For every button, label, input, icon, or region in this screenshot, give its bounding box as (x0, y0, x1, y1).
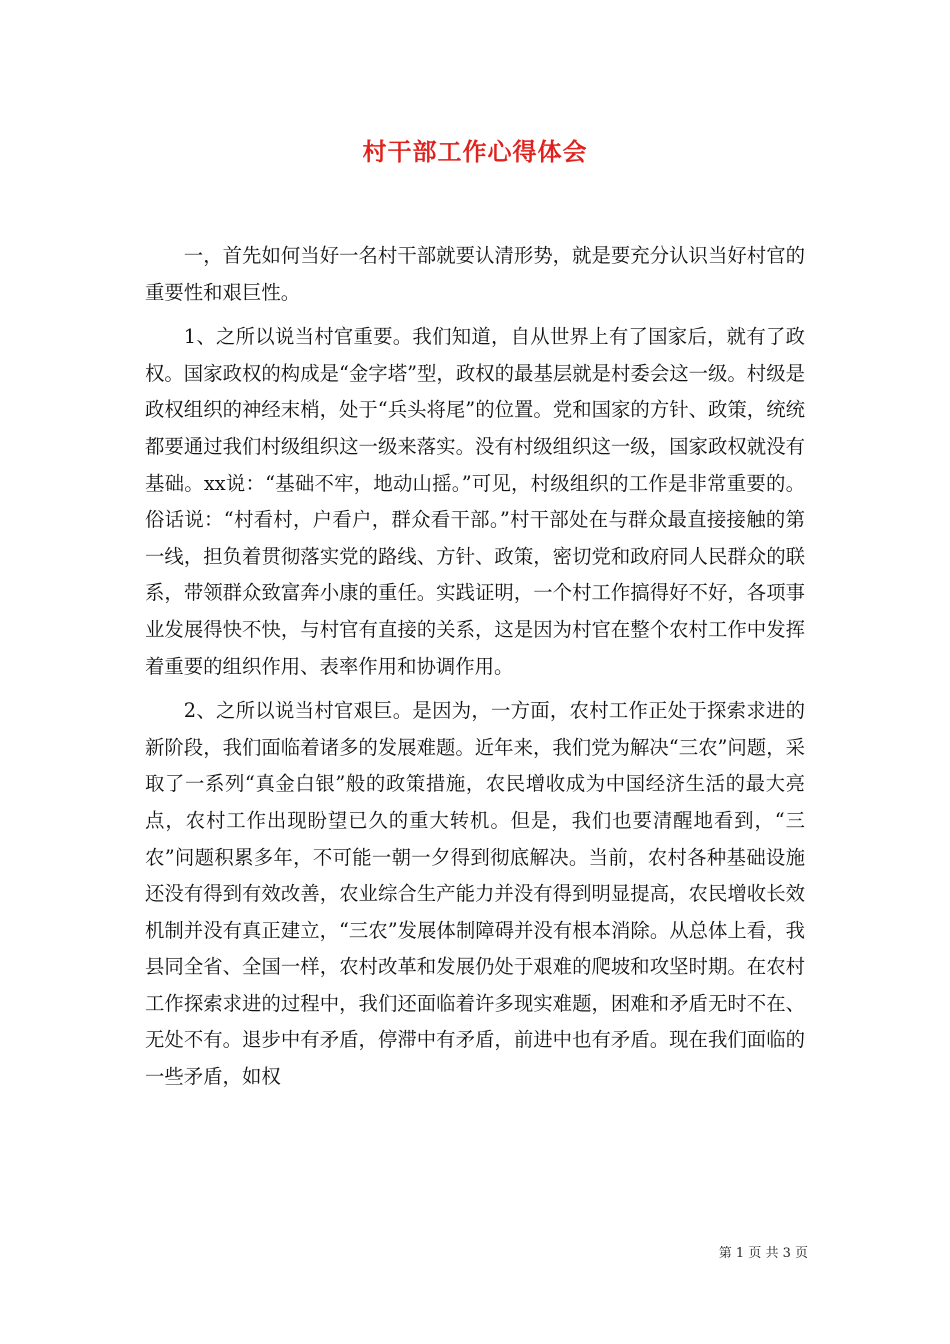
document-body (145, 238, 805, 1104)
document-title: 村干部工作心得体会 (362, 137, 588, 166)
paragraph-intro: 一，首先如何当好一名村干部就要认清形势，就是要充分认识当好村官的重要性和艰巨性。 (145, 244, 805, 304)
paragraph-difficulty: 2、之所以说当村官艰巨。是因为，一方面，农村工作正处于探索求进的新阶段，我们面临着诸多的发展难题。近年来，我们党为解决“三农”问题，采取了一系列“真金白银”般的政策措施，农民增收成为中国经济生活的最大亮点，农村工作出现盼望已久的重大转机。但是，我们也要清醒地看到，“三农”问题积累多年，不可能一朝一夕得到彻底解决。当前，农村各种基础设施还没有得到有效改善，农业综合生产能力并没有得到明显提高，农民增收长效机制并没有真正建立，“三农”发展体制障碍并没有根本消除。从总体上看，我县同全省、全国一样，农村改革和发展仍处于艰难的爬坡和攻坚时期。在农村工作探索求进的过程中，我们还面临着许多现实难题，困难和矛盾无时不在、无处不有。退步中有矛盾，停滞中有矛盾，前进中也有矛盾。现在我们面临的一些矛盾，如权 (145, 699, 805, 1089)
page-number: 第 1 页 共 3 页 (718, 1246, 808, 1261)
paragraph-importance: 1、之所以说当村官重要。我们知道，自从世界上有了国家后，就有了政权。国家政权的构成是“金字塔”型，政权的最基层就是村委会这一级。村级是政权组织的神经末梢，处于“兵头将尾”的位置。党和国家的方针、政策，统统都要通过我们村级组织这一级来落实。没有村级组织这一级，国家政权就没有基础。xx说：“基础不牢，地动山摇。”可见，村级组织的工作是非常重要的。俗话说：“村看村，户看户，群众看干部。”村干部处在与群众最直接接触的第一线，担负着贯彻落实党的路线、方针、政策，密切党和政府同人民群众的联系，带领群众致富奔小康的重任。实践证明，一个村工作搞得好不好，各项事业发展得快不快，与村官有直接的关系，这是因为村官在整个农村工作中发挥着重要的组织作用、表率作用和协调作用。 (145, 325, 805, 678)
